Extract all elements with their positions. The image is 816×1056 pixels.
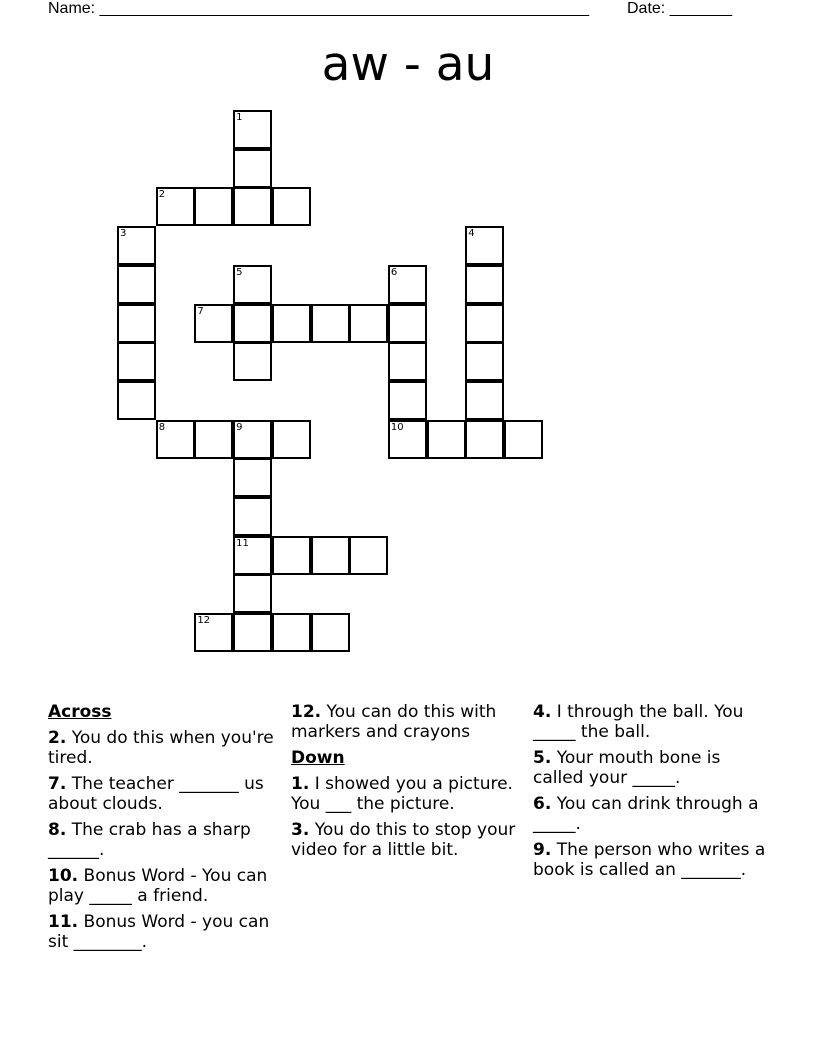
clue-column-3	[533, 702, 773, 886]
clue-number: 6.	[533, 794, 552, 814]
clue-number: 10.	[48, 866, 79, 886]
grid-cell	[465, 342, 504, 381]
grid-cell	[233, 458, 272, 497]
clue-text: Your mouth bone is called your _____.	[533, 748, 721, 788]
grid-cell	[272, 613, 311, 652]
across-heading: Across	[48, 702, 112, 722]
clue-text: The person who writes a book is called an _______.	[533, 840, 766, 880]
across-clue-10	[48, 866, 283, 906]
grid-cell	[388, 420, 427, 459]
cell-number: 4	[468, 228, 475, 240]
cell-number: 8	[158, 421, 166, 433]
cell-number: 3	[120, 228, 127, 240]
clue-number: 3.	[291, 820, 310, 840]
across-clue-2	[48, 728, 283, 768]
down-clue-9	[533, 840, 773, 880]
across-clue-12	[291, 702, 526, 742]
cell-number: 9	[236, 421, 243, 433]
grid-cell	[233, 497, 272, 536]
cell-number: 7	[197, 305, 204, 317]
grid-cell	[465, 226, 504, 265]
grid-cell	[233, 265, 272, 304]
grid-cell	[388, 381, 427, 420]
clue-number: 7.	[48, 774, 67, 794]
date-field: Date: _______	[627, 0, 732, 17]
grid-cell	[465, 420, 504, 459]
grid-cell	[504, 420, 543, 459]
clue-number: 5.	[533, 748, 552, 768]
down-clue-4	[533, 702, 773, 742]
grid-cell	[233, 613, 272, 652]
grid-cell	[117, 265, 156, 304]
grid-cell	[388, 342, 427, 381]
across-clue-8	[48, 820, 283, 860]
grid-cell	[465, 381, 504, 420]
grid-cell	[233, 149, 272, 188]
grid-cell	[272, 536, 311, 575]
grid-cell	[272, 420, 311, 459]
grid-cell	[233, 187, 272, 226]
clue-text: Bonus Word - you can sit ________.	[48, 912, 270, 952]
clue-number: 1.	[291, 774, 310, 794]
grid-cell	[233, 342, 272, 381]
clue-text: You do this to stop your video for a little bit.	[291, 820, 516, 860]
grid-cell	[233, 110, 272, 149]
grid-cell	[465, 265, 504, 304]
grid-cell	[272, 304, 311, 343]
cell-number: 12	[197, 615, 211, 627]
grid-cell	[194, 613, 233, 652]
down-heading: Down	[291, 748, 345, 768]
clue-text: The crab has a sharp ______.	[48, 820, 251, 860]
grid-cell	[233, 574, 272, 613]
down-clue-5	[533, 748, 773, 788]
page-title: aw - au	[321, 37, 495, 92]
grid-cell	[349, 536, 388, 575]
name-field: Name: _______________________________________________________	[48, 0, 589, 17]
clue-number: 11.	[48, 912, 79, 932]
cell-number: 11	[236, 537, 249, 549]
clue-text: You do this when you're tired.	[48, 728, 274, 768]
grid-cell	[156, 420, 195, 459]
grid-cell	[311, 304, 350, 343]
grid-cell	[427, 420, 466, 459]
cell-number: 5	[236, 266, 243, 278]
clue-number: 4.	[533, 702, 552, 722]
grid-cell	[117, 342, 156, 381]
grid-cell	[233, 304, 272, 343]
down-clue-6	[533, 794, 773, 834]
cell-number: 6	[390, 266, 398, 278]
clue-number: 9.	[533, 840, 552, 860]
grid-cell	[272, 187, 311, 226]
clue-column-1	[48, 702, 283, 958]
clue-text: You can drink through a _____.	[533, 794, 759, 834]
grid-cell	[117, 226, 156, 265]
grid-cell	[388, 265, 427, 304]
grid-cell	[233, 536, 272, 575]
grid-cell	[194, 304, 233, 343]
down-clue-3	[291, 820, 526, 860]
grid-cell	[233, 420, 272, 459]
clue-text: Bonus Word - You can play _____ a friend.	[48, 866, 268, 906]
grid-cell	[311, 536, 350, 575]
cell-number: 10	[390, 421, 404, 433]
across-clue-11	[48, 912, 283, 952]
cell-number: 2	[158, 189, 166, 201]
grid-cell	[117, 304, 156, 343]
grid-cell	[388, 304, 427, 343]
grid-cell	[349, 304, 388, 343]
cell-number: 1	[236, 112, 243, 123]
clue-number: 2.	[48, 728, 67, 748]
clue-text: I showed you a picture. You ___ the picture.	[291, 774, 513, 814]
grid-cell	[194, 420, 233, 459]
grid-cell	[465, 304, 504, 343]
grid-cell	[156, 187, 195, 226]
down-clue-1	[291, 774, 526, 814]
grid-cell	[117, 381, 156, 420]
clue-text: I through the ball. You _____ the ball.	[533, 702, 744, 742]
clue-text: The teacher _______ us about clouds.	[48, 774, 264, 814]
across-clue-7	[48, 774, 283, 814]
clue-column-2	[291, 702, 526, 866]
grid-cell	[194, 187, 233, 226]
clue-number: 12.	[291, 702, 322, 722]
clue-number: 8.	[48, 820, 67, 840]
clue-text: You can do this with markers and crayons	[291, 702, 497, 742]
grid-cell	[311, 613, 350, 652]
